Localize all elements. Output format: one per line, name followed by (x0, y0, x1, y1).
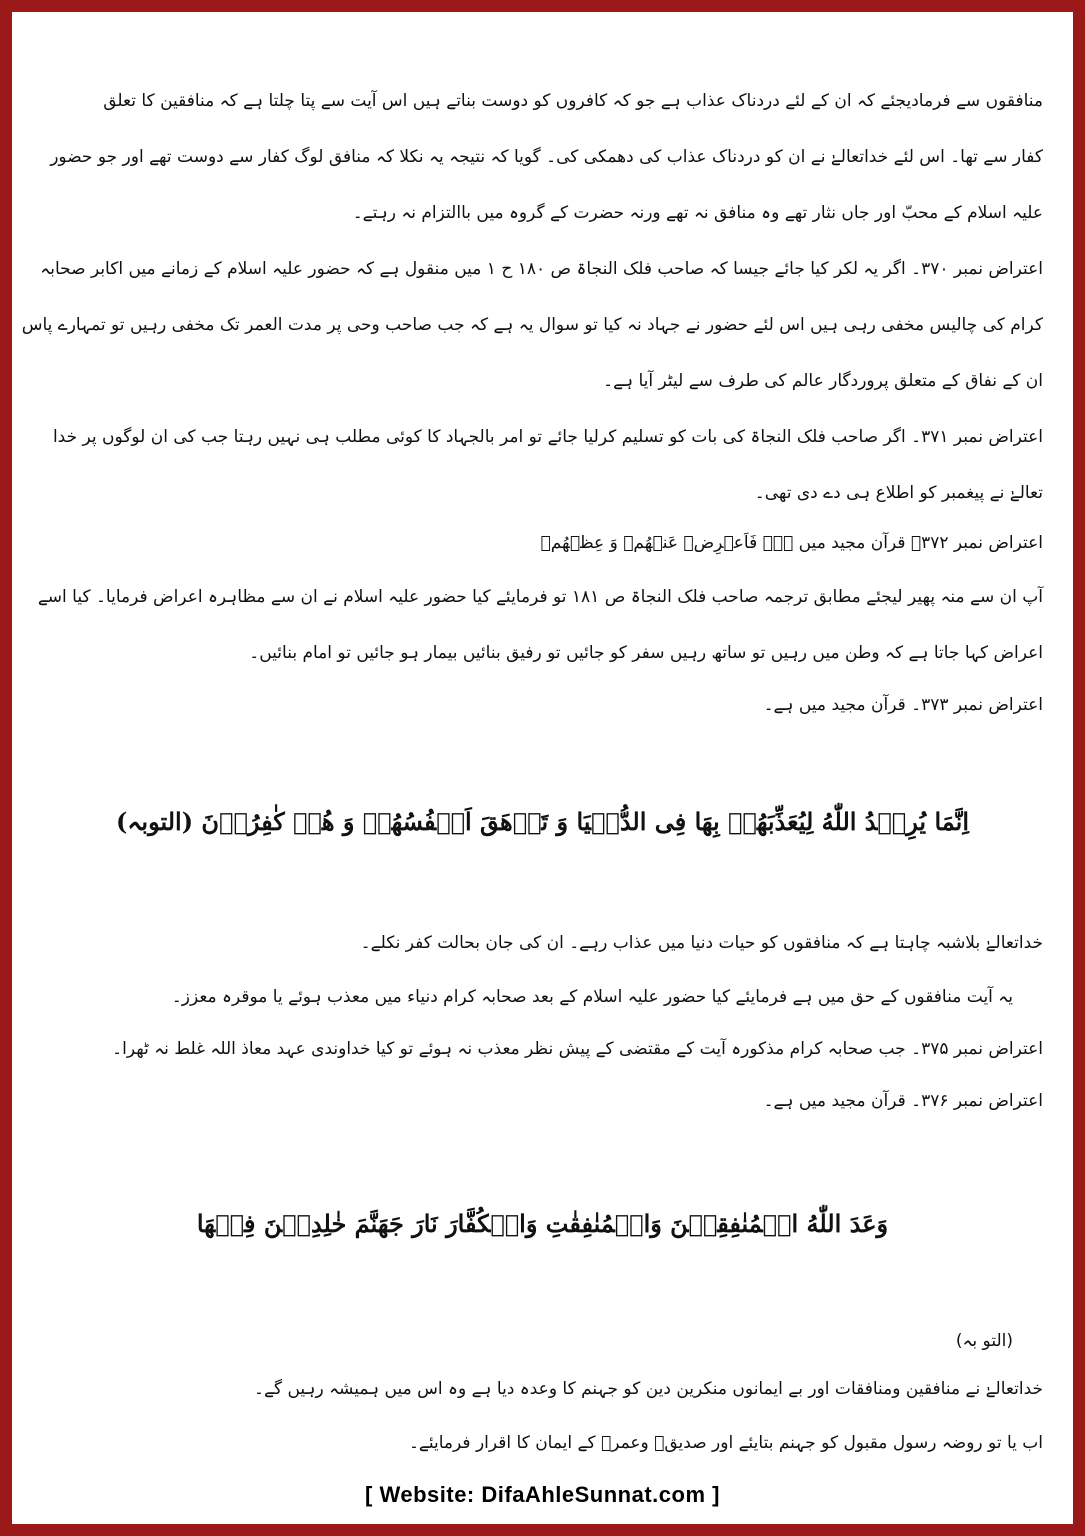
text-line: منافقوں سے فرمادیجئے کہ ان کے لئے دردناک عذاب ہے جو کہ کافروں کو دوست بناتے ہیں اس آیت سے پتا چلتا ہے کہ منافقین کا تعلق (103, 91, 1043, 111)
quran-verse: وَعَدَ اللّٰهُ الۡمُنٰفِقِيۡنَ وَالۡمُنٰفِقٰتِ وَالۡكُفَّارَ نَارَ جَهَنَّمَ خٰلِدِيۡنَ فِيۡهَا (196, 1209, 889, 1238)
text-line: خداتعالےٰ بلاشبہ چاہتا ہے کہ منافقوں کو حیات دنیا میں عذاب رہے۔ ان کی جان بحالت کفر نکلے۔ (360, 933, 1043, 953)
text-line: کفار سے تھا۔ اس لئے خداتعالےٰ نے ان کو دردناک عذاب کی دھمکی کی۔ گویا کہ نتیجہ یہ نکلا کہ منافق لوگ کفار سے دوست تھے اور جو حضور (50, 147, 1043, 167)
objection-371: اعتراض نمبر ۳۷۱۔ اگر صاحب فلک النجاۃ کی بات کو تسلیم کرلیا جائے تو امر بالجہاد کا کوئی مطلب ہی نہیں رہتا جب کی ان لوگوں پر خدا (52, 427, 1043, 447)
objection-370: اعتراض نمبر ۳۷۰۔ اگر یہ لکر کیا جائے جیسا کہ صاحب فلک النجاۃ ص ۱۸۰ ح ۱ میں منقول ہے کہ حضور علیہ اسلام کے زمانے میں اکابر صحابہ (40, 259, 1043, 279)
text-line: خداتعالےٰ نے منافقین ومنافقات اور بے ایمانوں منکرین دین کو جہنم کا وعدہ دیا ہے وہ اس میں ہمیشہ رہیں گے۔ (254, 1379, 1043, 1399)
text-line: ان کے نفاق کے متعلق پروردگار عالم کی طرف سے لیٹر آیا ہے۔ (603, 371, 1043, 391)
surah-reference: (التو بہ) (955, 1331, 1013, 1351)
text-line: اب یا تو روضہ رسول مقبول کو جہنم بتایئے اور صدیقؓ وعمرؓ کے ایمان کا اقرار فرمایئے۔ (408, 1433, 1043, 1453)
text-line: علیہ اسلام کے محبّ اور جاں نثار تھے وہ منافق نہ تھے ورنہ حضرت کے گروہ میں باالتزام نہ رہتے۔ (352, 203, 1043, 223)
objection-373: اعتراض نمبر ۳۷۳۔ قرآن مجید میں ہے۔ (763, 695, 1043, 715)
objection-375: اعتراض نمبر ۳۷۵۔ جب صحابہ کرام مذکورہ آیت کے مقتضی کے پیش نظر معذب نہ ہوئے تو کیا خداوندی عہد معاذ اللہ غلط نہ ٹھرا۔ (112, 1039, 1043, 1059)
objection-372: اعتراض نمبر ۳۷۲۔ قرآن مجید میں ہے۔ فَاَعۡرِضۡ عَنۡهُمۡ وَ عِظۡهُمۡ (540, 533, 1043, 553)
website-footer: [ Website: DifaAhleSunnat.com ] (365, 1482, 720, 1507)
document-page (12, 12, 1073, 1524)
text-line: یہ آیت منافقوں کے حق میں ہے فرمایئے کیا حضور علیہ اسلام کے بعد صحابہ کرام دنیاء میں معذب ہوئے یا موقرہ معزز۔ (171, 987, 1013, 1007)
text-line: کرام کی چالیس مخفی رہی ہیں اس لئے حضور نے جہاد نہ کیا تو سوال یہ ہے کہ جب صاحب وحی پر مدت العمر تک مخفی رہیں تو تمہارے پاس (21, 315, 1043, 335)
text-line: تعالےٰ نے پیغمبر کو اطلاع ہی دے دی تھی۔ (754, 483, 1043, 503)
text-line: اعراض کہا جاتا ہے کہ وطن میں رہیں تو ساتھ رہیں سفر کو جائیں تو رفیق بنائیں بیمار ہو جائیں تو امام بنائیں۔ (249, 643, 1043, 663)
objection-376: اعتراض نمبر ۳۷۶۔ قرآن مجید میں ہے۔ (763, 1091, 1043, 1111)
text-line: آپ ان سے منہ پھیر لیجئے مطابق ترجمہ صاحب فلک النجاۃ ص ۱۸۱ تو فرمایئے کیا حضور علیہ اسلام نے ان سے مظاہرہ اعراض فرمایا۔ کیا اسے (37, 587, 1043, 607)
quran-verse: اِنَّمَا يُرِيۡدُ اللّٰهُ لِيُعَذِّبَهُمۡ بِهَا فِى الدُّنۡيَا وَ تَزۡهَقَ اَنۡفُسُهُمۡ وَ هُمۡ كٰفِرُوۡنَ (التوبہ) (115, 807, 970, 836)
